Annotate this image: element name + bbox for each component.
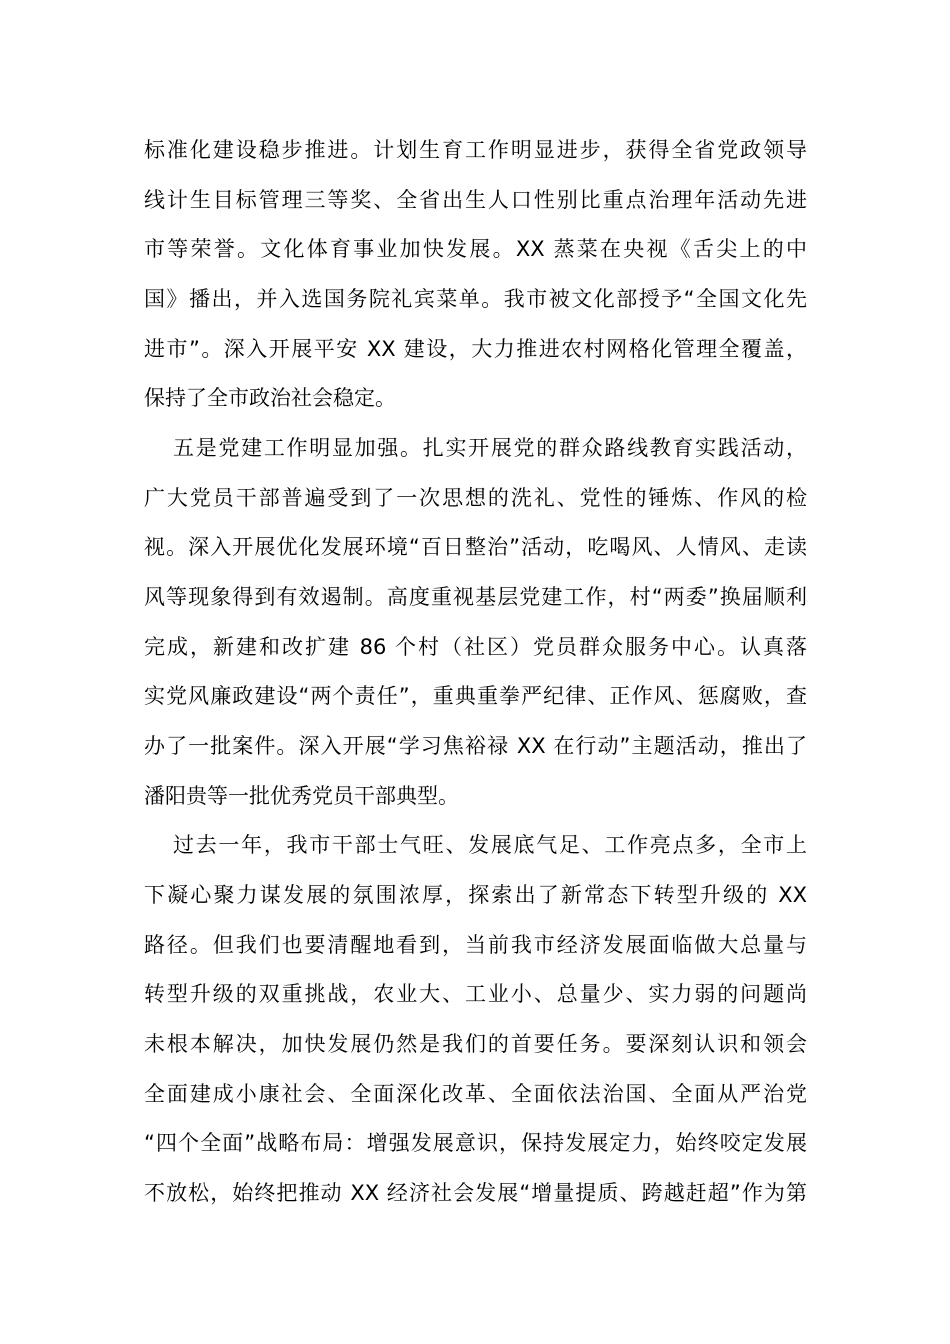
text-line: 保持了全市政治社会稳定。	[144, 386, 396, 410]
text-line: 未根本解决，加快发展仍然是我们的首要任务。要深刻认识和领会	[144, 1032, 807, 1056]
text-line: 全面建成小康社会、全面深化改革、全面依法治国、全面从严治党	[144, 1082, 807, 1106]
text-line: 完成，新建和改扩建 86 个村（社区）党员群众服务中心。认真落	[144, 635, 807, 659]
text-line: 标准化建设稳步推进。计划生育工作明显进步，获得全省党政领导	[144, 138, 807, 162]
paragraph-first-line: 五是党建工作明显加强。扎实开展党的群众路线教育实践活动，	[173, 436, 807, 460]
text-line: 进市”。深入开展平安 XX 建设，大力推进农村网格化管理全覆盖，	[144, 337, 807, 361]
text-line: 视。深入开展优化发展环境“百日整治”活动，吃喝风、人情风、走读	[144, 535, 807, 559]
text-line: 市等荣誉。文化体育事业加快发展。XX 蒸菜在央视《舌尖上的中	[144, 237, 807, 261]
text-line: 线计生目标管理三等奖、全省出生人口性别比重点治理年活动先进	[144, 188, 807, 212]
text-line: 广大党员干部普遍受到了一次思想的洗礼、党性的锤炼、作风的检	[144, 486, 807, 510]
text-line: 国》播出，并入选国务院礼宾菜单。我市被文化部授予“全国文化先	[144, 287, 807, 311]
text-line: 路径。但我们也要清醒地看到，当前我市经济发展面临做大总量与	[144, 933, 807, 957]
text-line: 实党风廉政建设“两个责任”，重典重拳严纪律、正作风、惩腐败，查	[144, 684, 807, 708]
text-line: 不放松，始终把推动 XX 经济社会发展“增量提质、跨越赶超”作为第	[144, 1181, 807, 1205]
paragraph-first-line: 过去一年，我市干部士气旺、发展底气足、工作亮点多，全市上	[173, 833, 807, 857]
text-line: “四个全面”战略布局：增强发展意识，保持发展定力，始终咬定发展	[144, 1131, 807, 1155]
text-line: 转型升级的双重挑战，农业大、工业小、总量少、实力弱的问题尚	[144, 982, 807, 1006]
text-line: 潘阳贵等一批优秀党员干部典型。	[144, 784, 459, 808]
text-line: 风等现象得到有效遏制。高度重视基层党建工作，村“两委”换届顺利	[144, 585, 807, 609]
text-line: 下凝心聚力谋发展的氛围浓厚，探索出了新常态下转型升级的 XX	[144, 883, 807, 907]
text-line: 办了一批案件。深入开展“学习焦裕禄 XX 在行动”主题活动，推出了	[144, 734, 807, 758]
